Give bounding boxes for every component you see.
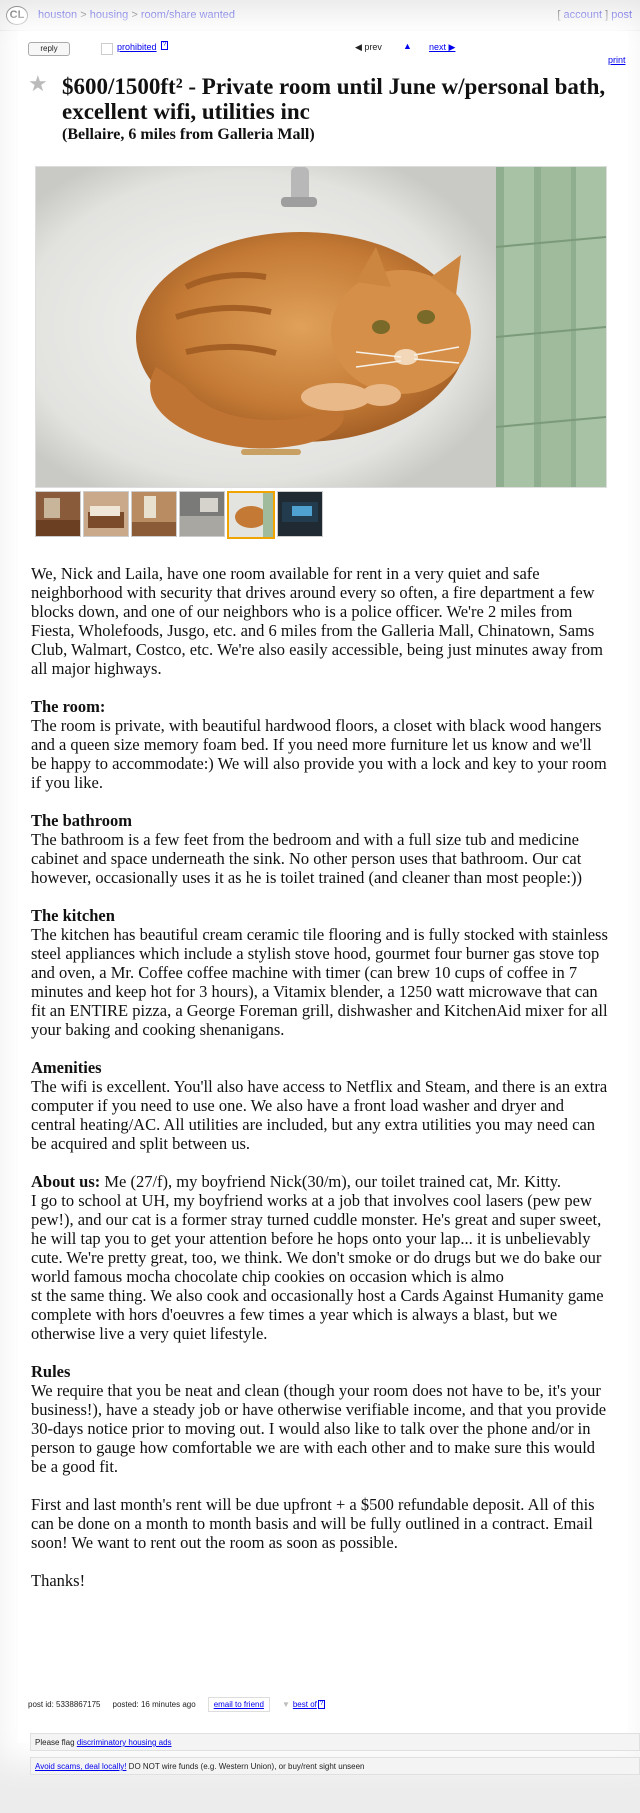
flag-notice-text: Please flag: [35, 1738, 77, 1747]
photo-thumbnail[interactable]: [179, 491, 225, 537]
email-to-friend-button[interactable]: email to friend: [208, 1697, 270, 1712]
photo-thumbnails: [35, 491, 323, 539]
about-heading: About us:: [31, 1172, 101, 1191]
about-text-1: I go to school at UH, my boyfriend works at a job that involves cool lasers (pew pew pew!), and our cat is a former stray turned cuddle monster. He's great and super sweet, he will tap you to get your attention before he hops onto your lap... it is unbelievably cute. We're pretty great, too, we think. We don't smoke or do drugs but we do bake our world famous mocha chocolate chip cookies on occasion which is almo: [31, 1191, 602, 1286]
flag-notice: [30, 1733, 640, 1751]
kitchen-text: The kitchen has beautiful cream ceramic tile flooring and is fully stocked with stainless steel appliances which include a stylish stove hood, gourmet four burner gas stove top and oven, a Mr. Coffee coffee machine with timer (can brew 10 cups of coffee in 7 minutes and keep hot for 3 hours), a Vitamix blender, a 1250 watt microwave that can fit an ENTIRE pizza, a George Foreman grill, dishwasher and KitchenAid mixer for all your baking and cooking shenanigans.: [31, 925, 608, 1039]
bracket-close: ]: [605, 9, 609, 21]
posting-action-row: [0, 41, 640, 65]
account-link[interactable]: account: [563, 9, 603, 21]
next-posting-link[interactable]: next ▶: [429, 42, 456, 52]
discriminatory-ads-link[interactable]: discriminatory housing ads: [76, 1738, 172, 1747]
breadcrumb: [38, 9, 235, 21]
room-text: The room is private, with beautiful hardwood floors, a closet with black wood hangers and a queen size memory foam bed. If you need more furniture let us know and we'll be happy to accommodate:) We will also provide you with a lock and key to your room if you like.: [31, 716, 607, 792]
post-id: post id: 5338867175: [28, 1700, 101, 1709]
best-of-triangle-icon: ▼: [281, 1700, 290, 1709]
photo-cat-in-sink: [36, 167, 606, 487]
prohibited-help-icon[interactable]: ?: [163, 42, 167, 48]
top-bar: [0, 0, 640, 31]
avoid-scams-link[interactable]: Avoid scams, deal locally!: [35, 1762, 127, 1771]
prohibited-flag-checkbox[interactable]: [101, 43, 113, 55]
scam-notice: [30, 1757, 640, 1775]
posting-body: [31, 564, 609, 1609]
photo-thumbnail[interactable]: [35, 491, 81, 537]
breadcrumb-separator: >: [80, 9, 87, 21]
best-of-link[interactable]: best of: [292, 1700, 317, 1709]
posting-meta: [28, 1697, 325, 1712]
bathroom-text: The bathroom is a few feet from the bedroom and with a full size tub and medicine cabinet and space underneath the sink. No other person uses that bathroom. Our cat however, occasionally uses it as he is toilet trained (and cleaner than most people:)): [31, 830, 582, 887]
post-link[interactable]: post: [611, 9, 632, 21]
reply-button[interactable]: reply: [28, 42, 70, 56]
breadcrumb-separator: >: [131, 9, 138, 21]
amenities-section: [31, 1058, 609, 1153]
room-section: [31, 697, 609, 792]
breadcrumb-category[interactable]: housing: [89, 9, 129, 21]
posting-title: $600/1500ft² - Private room until June w/personal bath, excellent wifi, utilities inc: [62, 74, 606, 124]
photo-thumbnail-active[interactable]: [227, 491, 275, 539]
bathroom-heading: The bathroom: [31, 811, 132, 830]
room-heading: The room:: [31, 697, 106, 716]
rules-text: We require that you be neat and clean (though your room does not have to be, it's your business!), have a steady job or have otherwise verifiable income, and that you provide 30-days notice prior to moving out. I would also like to talk over the phone and/or in person to gauge how comfortable we are with each other and to make sure this would be a good fit.: [31, 1381, 607, 1476]
about-section: [31, 1172, 609, 1343]
account-links: [557, 9, 632, 21]
posting-location: (Bellaire, 6 miles from Galleria Mall): [62, 126, 315, 143]
posted-time: posted: 16 minutes ago: [112, 1700, 196, 1709]
breadcrumb-city[interactable]: houston: [38, 9, 78, 21]
kitchen-section: [31, 906, 609, 1039]
bathroom-section: [31, 811, 609, 887]
prohibited-link[interactable]: prohibited: [117, 42, 157, 52]
amenities-text: The wifi is excellent. You'll also have access to Netflix and Steam, and there is an extra computer if you need to use one. We also have a front load washer and dryer and central heating/AC. All utilities are included, but any extra utilities you may need can be acquired and split between us.: [31, 1077, 608, 1153]
intro-paragraph: We, Nick and Laila, have one room available for rent in a very quiet and safe neighborhood with security that drives around every so often, a fire department a few blocks down, and one of our neighbors who is a police officer. We're 2 miles from Fiesta, Wholefoods, Jusgo, etc. and 6 miles from the Galleria Mall, Chinatown, Sams Club, Walmart, Costco, etc. We're also easily accessible, being just minutes away from all major highways.: [31, 564, 604, 678]
rules-section: [31, 1362, 609, 1476]
print-link[interactable]: print: [608, 55, 626, 65]
about-text-2: st the same thing. We also cook and occasionally host a Cards Against Humanity game complete with hors d'oeuvres a few times a year which is always a blast, but we otherwise live a very quiet lifestyle.: [31, 1286, 604, 1343]
bracket-open: [: [557, 9, 561, 21]
kitchen-heading: The kitchen: [31, 906, 115, 925]
scam-notice-text: DO NOT wire funds (e.g. Western Union), or buy/rent sight unseen: [126, 1762, 365, 1771]
photo-thumbnail[interactable]: [131, 491, 177, 537]
favorite-star-icon[interactable]: ★: [28, 71, 48, 96]
photo-thumbnail[interactable]: [277, 491, 323, 537]
up-to-list-icon[interactable]: ▲: [403, 41, 412, 51]
about-lead: Me (27/f), my boyfriend Nick(30/m), our toilet trained cat, Mr. Kitty.: [100, 1172, 562, 1191]
best-of-help-icon[interactable]: ?: [319, 1701, 324, 1707]
prev-posting-link[interactable]: ◀ prev: [355, 42, 382, 52]
closing-text: Thanks!: [31, 1571, 86, 1590]
amenities-heading: Amenities: [31, 1058, 102, 1077]
main-photo[interactable]: [35, 166, 607, 488]
rules-heading: Rules: [31, 1362, 71, 1381]
deposit-paragraph: First and last month's rent will be due upfront + a $500 refundable deposit. All of this can be done on a month to month basis and will be fully outlined in a contract. Email soon! We want to rent out the room as soon as possible.: [31, 1495, 595, 1552]
craigslist-logo[interactable]: CL: [6, 6, 28, 25]
photo-thumbnail[interactable]: [83, 491, 129, 537]
breadcrumb-subcategory[interactable]: room/share wanted: [140, 9, 235, 21]
